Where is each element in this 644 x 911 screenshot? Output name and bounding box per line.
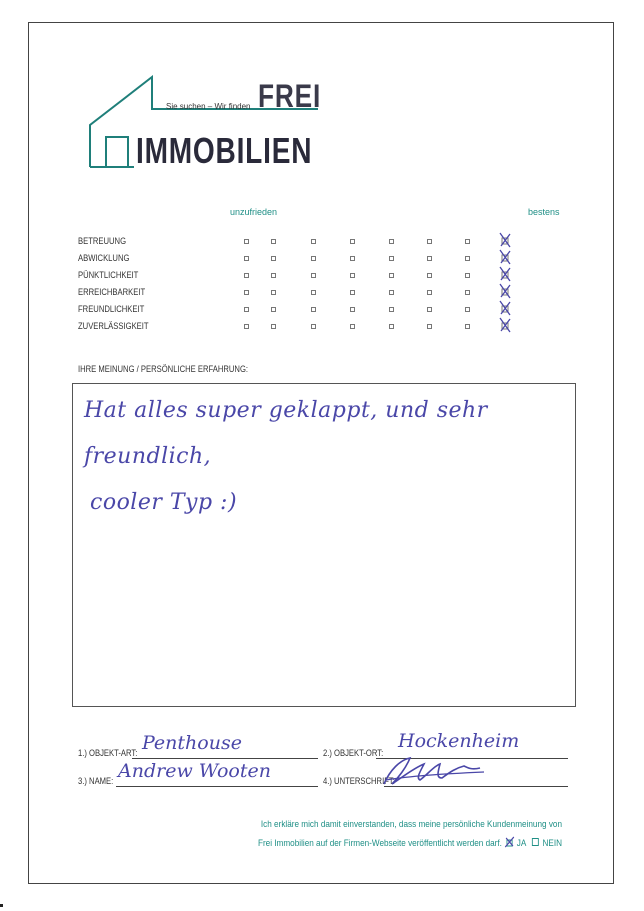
scan-edge-mark bbox=[0, 904, 3, 907]
rating-checkbox[interactable] bbox=[465, 256, 470, 261]
objekt-art-label: 1.) OBJEKT-ART: bbox=[78, 748, 138, 758]
rating-checkbox[interactable] bbox=[427, 290, 432, 295]
scale-label-low: unzufrieden bbox=[230, 207, 278, 217]
rating-label: PÜNKTLICHKEIT bbox=[78, 270, 139, 280]
feedback-line-1: Hat alles super geklappt, und sehr freundlich, bbox=[84, 398, 488, 469]
scale-label-high: bestens bbox=[528, 207, 560, 217]
rating-checkbox-checked[interactable] bbox=[498, 317, 512, 333]
consent-no-checkbox[interactable] bbox=[532, 838, 539, 846]
rating-checkbox[interactable] bbox=[271, 290, 276, 295]
feedback-label: IHRE MEINUNG / PERSÖNLICHE ERFAHRUNG: bbox=[78, 364, 249, 374]
logo-word-frei: FREI bbox=[258, 78, 322, 114]
logo-word-immobilien: IMMOBILIEN bbox=[136, 130, 313, 171]
rating-label: FREUNDLICHKEIT bbox=[78, 304, 145, 314]
rating-checkbox[interactable] bbox=[311, 307, 316, 312]
rating-checkbox[interactable] bbox=[350, 307, 355, 312]
rating-checkbox[interactable] bbox=[311, 256, 316, 261]
rating-checkbox[interactable] bbox=[389, 239, 394, 244]
rating-label: ABWICKLUNG bbox=[78, 253, 130, 263]
rating-checkbox-checked[interactable] bbox=[498, 266, 512, 282]
rating-checkbox[interactable] bbox=[244, 256, 249, 261]
rating-checkbox[interactable] bbox=[389, 273, 394, 278]
rating-checkbox[interactable] bbox=[427, 256, 432, 261]
name-value[interactable]: Andrew Wooten bbox=[118, 760, 271, 782]
rating-checkbox[interactable] bbox=[350, 324, 355, 329]
rating-checkbox[interactable] bbox=[389, 324, 394, 329]
feedback-line-2: cooler Typ :) bbox=[90, 490, 238, 515]
rating-checkbox[interactable] bbox=[350, 239, 355, 244]
rating-checkbox[interactable] bbox=[311, 324, 316, 329]
unterschrift-label: 4.) UNTERSCHRIFT: bbox=[323, 776, 395, 786]
feedback-text bbox=[84, 388, 554, 526]
rating-checkbox[interactable] bbox=[389, 256, 394, 261]
consent-yes-checked-icon[interactable] bbox=[504, 836, 514, 848]
rating-checkbox[interactable] bbox=[350, 273, 355, 278]
consent-line-1: Ich erkläre mich damit einverstanden, dass meine persönliche Kundenmeinung von bbox=[260, 819, 562, 830]
signature-image[interactable] bbox=[380, 750, 490, 790]
rating-checkbox[interactable] bbox=[389, 307, 394, 312]
rating-row bbox=[78, 321, 578, 336]
rating-checkbox[interactable] bbox=[427, 324, 432, 329]
rating-checkbox[interactable] bbox=[350, 256, 355, 261]
rating-checkbox[interactable] bbox=[350, 290, 355, 295]
consent-yes-label: JA bbox=[516, 838, 526, 849]
rating-checkbox[interactable] bbox=[311, 239, 316, 244]
rating-checkbox[interactable] bbox=[271, 239, 276, 244]
rating-checkbox[interactable] bbox=[271, 273, 276, 278]
rating-checkbox[interactable] bbox=[271, 256, 276, 261]
rating-checkbox-checked[interactable] bbox=[498, 300, 512, 316]
rating-checkbox[interactable] bbox=[389, 290, 394, 295]
rating-checkbox[interactable] bbox=[465, 290, 470, 295]
rating-checkbox-checked[interactable] bbox=[498, 232, 512, 248]
rating-checkbox[interactable] bbox=[465, 239, 470, 244]
rating-checkbox[interactable] bbox=[244, 273, 249, 278]
rating-checkbox[interactable] bbox=[244, 307, 249, 312]
rating-checkbox[interactable] bbox=[244, 324, 249, 329]
name-line bbox=[116, 786, 318, 787]
rating-checkbox-checked[interactable] bbox=[498, 283, 512, 299]
rating-checkbox[interactable] bbox=[244, 239, 249, 244]
name-label: 3.) NAME: bbox=[78, 776, 114, 786]
rating-label: ZUVERLÄSSIGKEIT bbox=[78, 321, 149, 331]
objekt-ort-label: 2.) OBJEKT-ORT: bbox=[323, 748, 384, 758]
rating-checkbox[interactable] bbox=[311, 290, 316, 295]
rating-checkbox[interactable] bbox=[271, 307, 276, 312]
rating-label: BETREUUNG bbox=[78, 236, 127, 246]
rating-checkbox[interactable] bbox=[465, 324, 470, 329]
rating-checkbox[interactable] bbox=[244, 290, 249, 295]
consent-statement bbox=[251, 815, 562, 853]
rating-checkbox[interactable] bbox=[427, 273, 432, 278]
rating-checkbox[interactable] bbox=[271, 324, 276, 329]
rating-checkbox[interactable] bbox=[465, 307, 470, 312]
objekt-ort-value[interactable]: Hockenheim bbox=[398, 730, 520, 752]
consent-no-label: NEIN bbox=[542, 838, 562, 849]
objekt-art-value[interactable]: Penthouse bbox=[142, 732, 242, 754]
consent-line-2-row bbox=[251, 834, 562, 853]
logo-slogan: Sie suchen – Wir finden bbox=[166, 102, 251, 111]
rating-checkbox[interactable] bbox=[427, 239, 432, 244]
rating-checkbox[interactable] bbox=[311, 273, 316, 278]
rating-label: ERREICHBARKEIT bbox=[78, 287, 146, 297]
rating-checkbox-checked[interactable] bbox=[498, 249, 512, 265]
rating-checkbox[interactable] bbox=[465, 273, 470, 278]
rating-checkbox[interactable] bbox=[427, 307, 432, 312]
objekt-art-line bbox=[132, 758, 318, 759]
consent-line-2: Frei Immobilien auf der Firmen-Webseite veröffentlicht werden darf. bbox=[257, 838, 502, 849]
